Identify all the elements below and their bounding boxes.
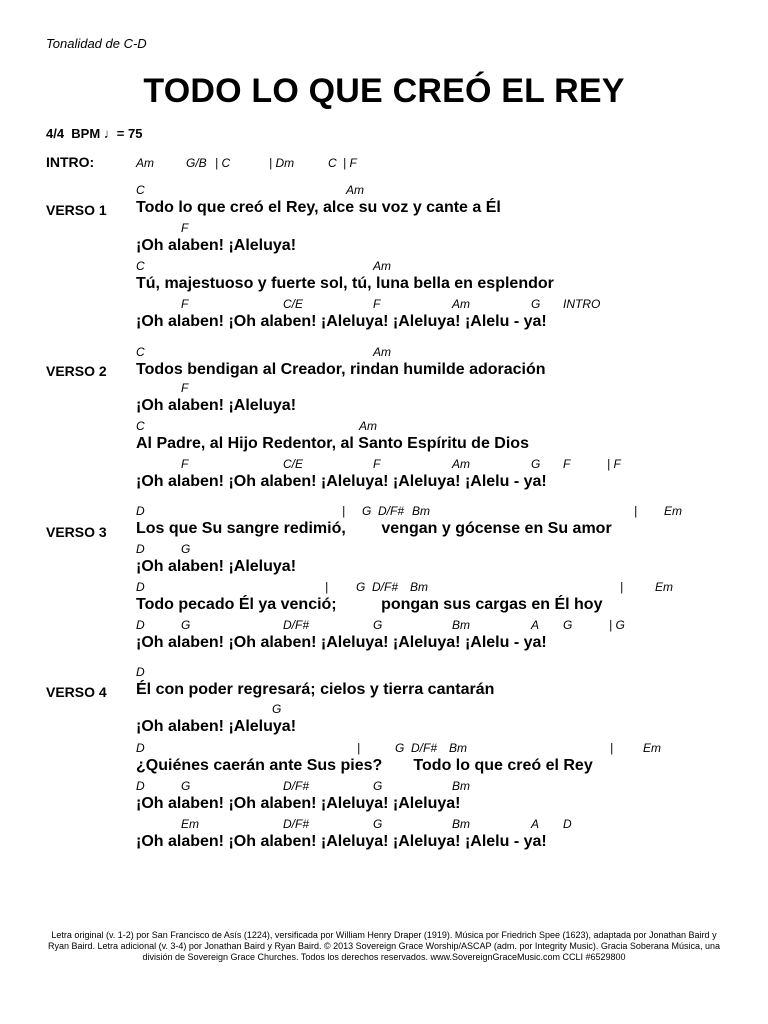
chord: F xyxy=(181,381,189,395)
lyric-line: ¡Oh alaben! ¡Aleluya! xyxy=(136,558,297,575)
chord: D xyxy=(136,779,145,793)
chord: | F xyxy=(607,457,621,471)
chord: G xyxy=(181,618,191,632)
chord: D xyxy=(136,542,145,556)
chord: Em xyxy=(181,817,199,831)
chord: F xyxy=(181,221,189,235)
chord: G xyxy=(395,741,405,755)
chord: G xyxy=(373,618,383,632)
chord: D/F# xyxy=(378,504,405,518)
chord: C xyxy=(136,183,145,197)
verse-label-3: VERSO 3 xyxy=(46,524,107,540)
chord: | xyxy=(357,741,361,755)
chord: Bm xyxy=(452,779,470,793)
chord: G xyxy=(272,702,282,716)
song-title: TODO LO QUE CREÓ EL REY xyxy=(143,72,625,110)
chord: D/F# xyxy=(283,779,310,793)
lyric-line: Al Padre, al Hijo Redentor, al Santo Espíritu de Dios xyxy=(136,435,529,452)
chord: Am xyxy=(373,259,391,273)
lyric-line: Todo lo que creó el Rey, alce su voz y cante a Él xyxy=(136,199,501,216)
lyric-line: ¿Quiénes caerán ante Sus pies? Todo lo que creó el Rey xyxy=(136,757,593,774)
chord: G xyxy=(362,504,372,518)
chord: A xyxy=(531,817,540,831)
chord: C/E xyxy=(283,457,304,471)
lyric-line: ¡Oh alaben! ¡Aleluya! xyxy=(136,237,297,254)
intro-chord: | C xyxy=(215,156,231,170)
intro-chord: G/B xyxy=(186,156,207,170)
chord: G xyxy=(373,817,383,831)
chord: D/F# xyxy=(283,618,310,632)
chord: F xyxy=(563,457,571,471)
chord: | xyxy=(610,741,614,755)
chord: Em xyxy=(655,580,673,594)
chord: Em xyxy=(643,741,661,755)
verse-label-1: VERSO 1 xyxy=(46,202,107,218)
chord: Am xyxy=(346,183,364,197)
copyright-footer: Letra original (v. 1-2) por San Francisco de Asís (1224), versificada por William Henry Draper (1919). Música por Friedrich Spee (1623), adaptada por Jonathan Baird y Ryan Baird. Letra adicional (v. 3-4) por Jonathan Baird y Ryan Baird. © 2013 Sovereign Grace Worship/ASCAP (adm. por Integrity Music). Gracia Soberana Música, una división de Sovereign Grace Churches. Todos los derechos reservados. www.SovereignGraceMusic.com CCLI #6529800 xyxy=(48,930,720,962)
chord: D/F# xyxy=(411,741,438,755)
tempo-meter: 4/4 BPM ♩= 75 xyxy=(46,126,143,141)
chord: F xyxy=(373,457,381,471)
intro-chord: | Dm xyxy=(269,156,295,170)
chord: A xyxy=(531,618,540,632)
chord: D xyxy=(563,817,572,831)
chord: | xyxy=(325,580,329,594)
lyric-line: ¡Oh alaben! ¡Aleluya! xyxy=(136,397,297,414)
chord: Am xyxy=(373,345,391,359)
chord: Bm xyxy=(449,741,467,755)
chord: D xyxy=(136,580,145,594)
chord: G xyxy=(181,779,191,793)
chord: G xyxy=(373,779,383,793)
chord: D/F# xyxy=(283,817,310,831)
intro-chord: C xyxy=(328,156,337,170)
chord: Am xyxy=(452,297,470,311)
chord: C xyxy=(136,345,145,359)
chord: D xyxy=(136,665,145,679)
chord: Em xyxy=(664,504,682,518)
chord: D xyxy=(136,618,145,632)
chord: Am xyxy=(452,457,470,471)
chord: C xyxy=(136,419,145,433)
chord: F xyxy=(181,457,189,471)
key-signature: Tonalidad de C-D xyxy=(46,36,147,51)
intro-label: INTRO: xyxy=(46,154,95,170)
chord: C xyxy=(136,259,145,273)
chord: Bm xyxy=(452,817,470,831)
lyric-line: Todos bendigan al Creador, rindan humilde adoración xyxy=(136,361,546,378)
lyric-line: ¡Oh alaben! ¡Aleluya! xyxy=(136,718,297,735)
lyric-line: ¡Oh alaben! ¡Oh alaben! ¡Aleluya! ¡Aleluya! xyxy=(136,795,461,812)
lyric-line: Todo pecado Él ya venció; pongan sus cargas en Él hoy xyxy=(136,596,603,613)
chord: G xyxy=(181,542,191,556)
chord: F xyxy=(373,297,381,311)
chord: INTRO xyxy=(563,297,601,311)
chord: Am xyxy=(359,419,377,433)
chord: G xyxy=(531,457,541,471)
chord: D xyxy=(136,504,145,518)
verse-label-4: VERSO 4 xyxy=(46,684,107,700)
lyric-line: Los que Su sangre redimió, vengan y gócense en Su amor xyxy=(136,520,612,537)
chord: G xyxy=(356,580,366,594)
chord: D xyxy=(136,741,145,755)
lyric-line: ¡Oh alaben! ¡Oh alaben! ¡Aleluya! ¡Aleluya! ¡Alelu - ya! xyxy=(136,833,547,850)
intro-chord: | F xyxy=(343,156,357,170)
intro-chord: Am xyxy=(136,156,154,170)
chord: | xyxy=(342,504,346,518)
chord: Bm xyxy=(452,618,470,632)
chord: | xyxy=(620,580,624,594)
chord: C/E xyxy=(283,297,304,311)
lyric-line: Tú, majestuoso y fuerte sol, tú, luna bella en esplendor xyxy=(136,275,554,292)
lyric-line: ¡Oh alaben! ¡Oh alaben! ¡Aleluya! ¡Aleluya! ¡Alelu - ya! xyxy=(136,634,547,651)
chord: | xyxy=(634,504,638,518)
lyric-line: ¡Oh alaben! ¡Oh alaben! ¡Aleluya! ¡Aleluya! ¡Alelu - ya! xyxy=(136,473,547,490)
chord: G xyxy=(531,297,541,311)
lyric-line: ¡Oh alaben! ¡Oh alaben! ¡Aleluya! ¡Aleluya! ¡Alelu - ya! xyxy=(136,313,547,330)
chord: F xyxy=(181,297,189,311)
chord: | G xyxy=(609,618,625,632)
chord: D/F# xyxy=(372,580,399,594)
verse-label-2: VERSO 2 xyxy=(46,363,107,379)
chord: Bm xyxy=(410,580,428,594)
chord: G xyxy=(563,618,573,632)
lyric-line: Él con poder regresará; cielos y tierra cantarán xyxy=(136,681,495,698)
chord: Bm xyxy=(412,504,430,518)
